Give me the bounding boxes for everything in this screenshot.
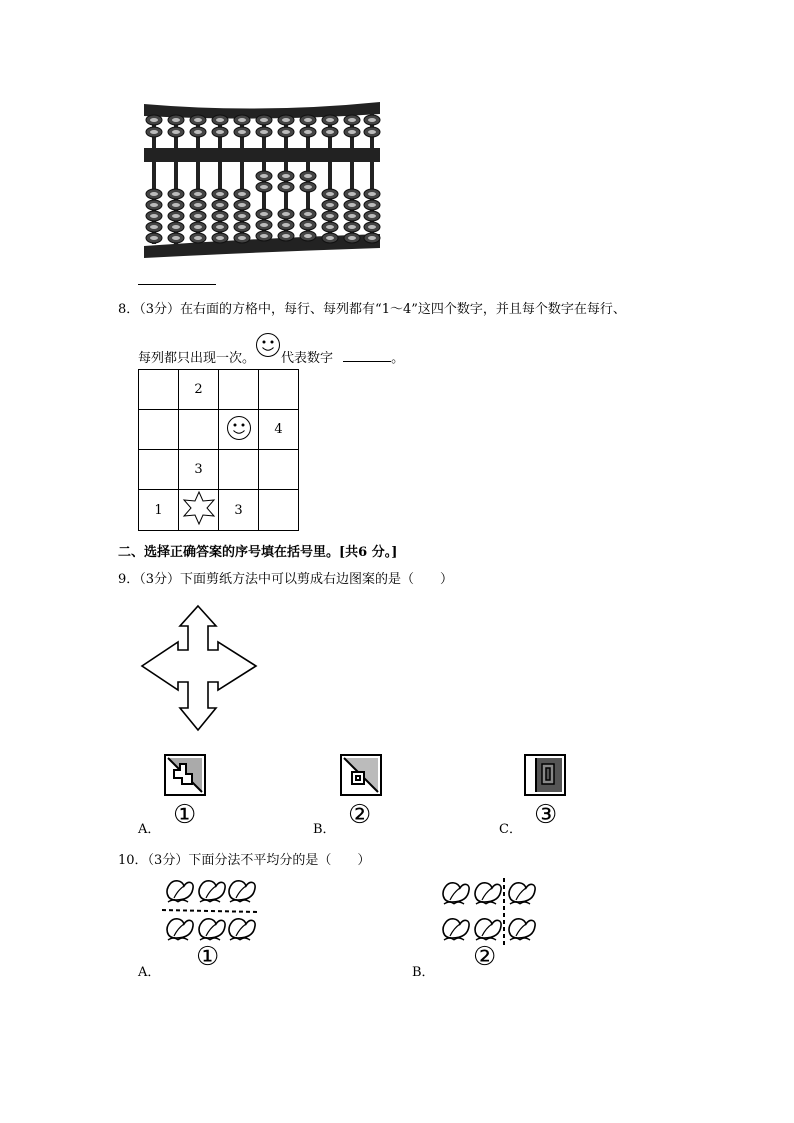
peach-group-option-b: [438, 876, 538, 948]
four-arrow-pattern-image: [140, 604, 258, 732]
q10-option-b-letter[interactable]: B．: [412, 965, 435, 980]
grid-cell: [139, 370, 179, 410]
grid-cell: 1: [139, 490, 179, 531]
grid-cell: 3: [179, 450, 219, 490]
q8-question-line2: [138, 340, 404, 368]
q8-answer-blank[interactable]: [343, 361, 391, 362]
q8-line2-text: 每列都只出现一次。: [138, 351, 256, 366]
q8-question-line1: 8．（3分）在右面的方格中，每行、每列都有“1～4”这四个数字，并且每个数字在每行、: [118, 302, 626, 317]
folded-paper-option-2: [340, 754, 382, 796]
q9-option-c-number: ③: [534, 800, 558, 830]
folded-paper-option-3: [524, 754, 566, 796]
q9-option-a-number: ①: [173, 800, 197, 830]
abacus-image: [140, 98, 384, 258]
grid-cell: [139, 450, 179, 490]
folded-paper-option-1: [164, 754, 206, 796]
grid-cell-smiley: [219, 410, 259, 450]
q9-question: 9．（3分）下面剪纸方法中可以剪成右边图案的是（ ）: [118, 572, 454, 587]
grid-cell: 3: [219, 490, 259, 531]
smiley-icon: [255, 332, 281, 358]
grid-cell: [139, 410, 179, 450]
grid-cell: [179, 410, 219, 450]
q9-option-b-number: ②: [348, 800, 372, 830]
grid-cell: [219, 450, 259, 490]
q8-line2-after: 代表数字: [281, 351, 334, 366]
grid-cell: [259, 450, 299, 490]
q10-option-a-letter[interactable]: A．: [138, 965, 161, 980]
grid-cell-star: [179, 490, 219, 531]
grid-cell: [259, 370, 299, 410]
q9-option-c-letter[interactable]: C．: [499, 822, 522, 837]
grid-cell: 2: [179, 370, 219, 410]
peach-group-option-a: [160, 876, 260, 948]
q10-option-b-number: ②: [473, 942, 497, 972]
q9-option-a-letter[interactable]: A．: [138, 822, 161, 837]
grid-cell: 4: [259, 410, 299, 450]
q10-question: 10．（3分）下面分法不平均分的是（ ）: [118, 853, 371, 868]
q8-line2-end: 。: [391, 351, 405, 366]
q9-option-b-letter[interactable]: B．: [313, 822, 336, 837]
grid-cell: [219, 370, 259, 410]
number-grid: [138, 369, 299, 531]
smiley-icon: [226, 415, 252, 441]
section-title: 二、选择正确答案的序号填在括号里。[共6 分。]: [118, 545, 398, 560]
q7-answer-blank[interactable]: [138, 272, 216, 285]
q10-option-a-number: ①: [196, 942, 220, 972]
star-icon: [181, 490, 217, 526]
grid-cell: [259, 490, 299, 531]
